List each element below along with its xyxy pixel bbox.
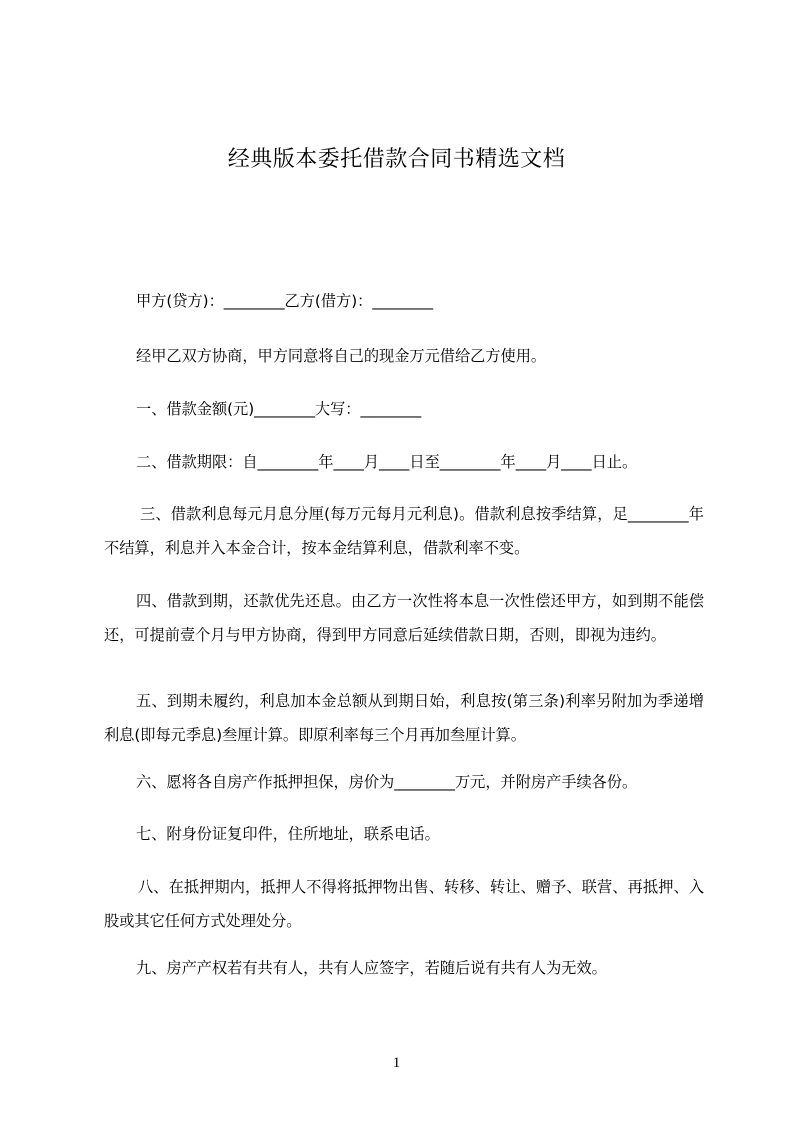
clause-2-term: 二、借款期限：自________年____月____日至________年____月____日止。 [136, 453, 638, 471]
clause-4-repayment: 四、借款到期，还款优先还息。由乙方一次性将本息一次性偿还甲方，如到期不能偿还，可提前壹个月与甲方协商，得到甲方同意后延续借款日期，否则，即视为违约。 [104, 592, 704, 644]
intro-paragraph: 经甲乙双方协商，甲方同意将自己的现金万元借给乙方使用。 [136, 347, 547, 365]
clause-9-co-owner: 九、房产产权若有共有人，共有人应签字，若随后说有共有人为无效。 [136, 959, 607, 977]
clause-1-amount: 一、借款金额(元)________大写：________ [136, 400, 422, 418]
clause-5-default: 五、到期未履约，利息加本金总额从到期日始，利息按(第三条)利率另附加为季递增利息(即每元季息)叁厘计算。即原利率每三个月再加叁厘计算。 [104, 692, 704, 744]
clause-3-interest: 三、借款利息每元月息分厘(每万元每月元利息)。借款利息按季结算，足________年不结算，利息并入本金合计，按本金结算利息，借款利率不变。 [104, 505, 704, 557]
page-number: 1 [392, 1055, 401, 1071]
document-title: 经典版本委托借款合同书精选文档 [227, 147, 566, 172]
party-line: 甲方(贷方)：________乙方(借方)：________ [136, 292, 434, 310]
clause-7-identity: 七、附身份证复印件，住所地址，联系电话。 [136, 825, 440, 843]
clause-6-collateral: 六、愿将各自房产作抵押担保，房价为________万元，并附房产手续各份。 [136, 773, 638, 791]
clause-8-mortgage-restriction: 八、在抵押期内，抵押人不得将抵押物出售、转移、转让、赠予、联营、再抵押、入股或其它任何方式处理处分。 [104, 878, 704, 930]
